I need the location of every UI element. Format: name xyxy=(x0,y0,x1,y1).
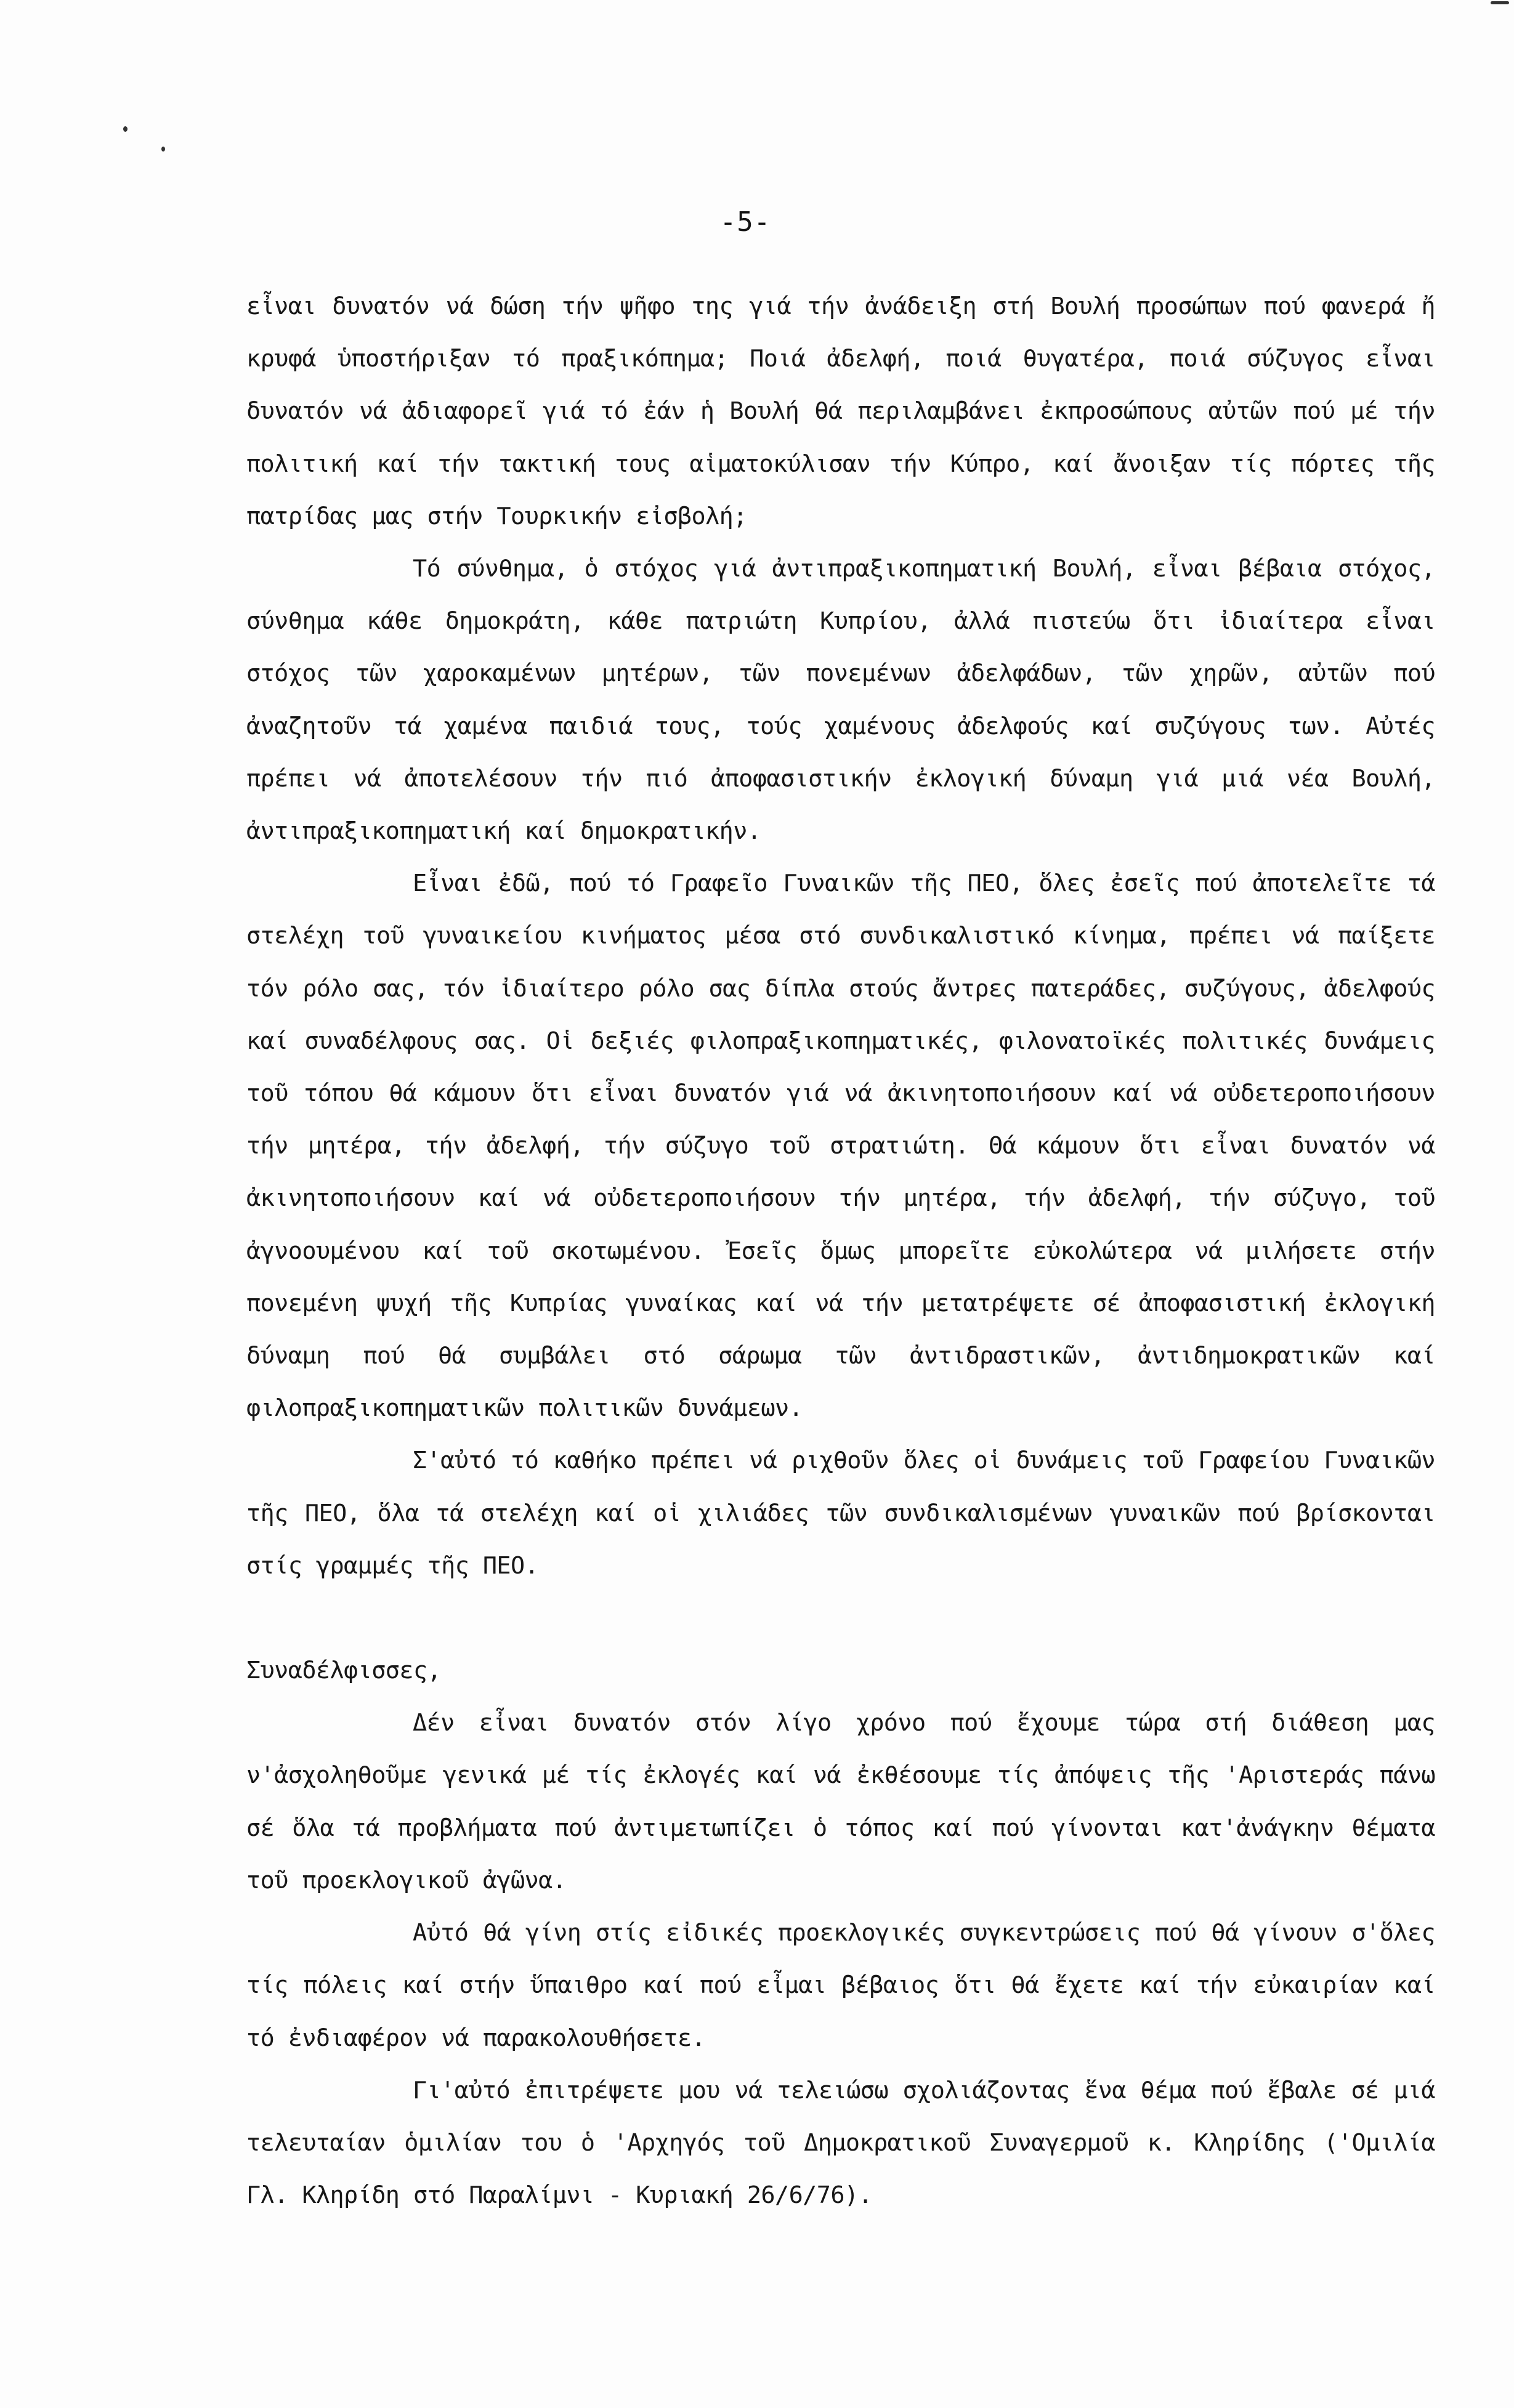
scan-speck xyxy=(123,126,128,132)
scan-speck xyxy=(161,147,165,152)
paragraph-7: Γι'αὐτό ἐπιτρέψετε μου νά τελειώσω σχολιάζοντας ἕνα θέμα πού ἔβαλε σέ μιά τελευταίαν ὁμιλίαν του ὁ 'Αρχηγός τοῦ Δημοκρατικοῦ Συναγερμοῦ κ. Κληρίδης ('Ομιλία Γλ. Κληρίδη στό Παραλίμνι - Κυριακή 26/6/76). xyxy=(246,2076,1435,2210)
scan-speck xyxy=(1491,1,1509,4)
document-body xyxy=(246,280,1435,2221)
page-number: -5- xyxy=(719,206,771,238)
paragraph-6: Αὐτό θά γίνη στίς εἰδικές προεκλογικές συγκεντρώσεις πού θά γίνουν σ'ὅλες τίς πόλεις καί στήν ὕπαιθρο καί πού εἶμαι βέβαιος ὅτι θά ἔχετε καί τήν εὐκαιρίαν καί τό ἐνδιαφέρον νά παρακολουθήσετε. xyxy=(246,1919,1435,2052)
paragraph-3: Εἶναι ἐδῶ, πού τό Γραφεῖο Γυναικῶν τῆς ΠΕΟ, ὅλες ἐσεῖς πού ἀποτελεῖτε τά στελέχη τοῦ γυναικείου κινήματος μέσα στό συνδικαλιστικό κίνημα, πρέπει νά παίξετε τόν ρόλο σας, τόν ἰδιαίτερο ρόλο σας δίπλα στούς ἄντρες πατεράδες, συζύγους, ἀδελφούς καί συναδέλφους σας. Οἱ δεξιές φιλοπραξικοπηματικές, φιλονατοϊκές πολιτικές δυνάμεις τοῦ τόπου θά κάμουν ὅτι εἶναι δυνατόν γιά νά ἀκινητοποιήσουν καί νά οὐδετεροποιήσουν τήν μητέρα, τήν ἀδελφή, τήν σύζυγο τοῦ στρατιώτη. Θά κάμουν ὅτι εἶναι δυνατόν νά ἀκινητοποιήσουν καί νά οὐδετεροποιήσουν τήν μητέρα, τήν ἀδελφή, τήν σύζυγο, τοῦ ἀγνοουμένου καί τοῦ σκοτωμένου. Ἐσεῖς ὅμως μπορεῖτε εὐκολώτερα νά μιλήσετε στήν πονεμένη ψυχή τῆς Κυπρίας γυναίκας καί νά τήν μετατρέψετε σέ ἀποφασιστική ἐκλογική δύναμη πού θά συμβάλει στό σάρωμα τῶν ἀντιδραστικῶν, ἀντιδημοκρατικῶν καί φιλοπραξικοπηματικῶν πολιτικῶν δυνάμεων. xyxy=(246,870,1435,1423)
paragraph-1: εἶναι δυνατόν νά δώση τήν ψῆφο της γιά τήν ἀνάδειξη στή Βουλή προσώπων πού φανερά ἤ κρυφά ὑποστήριξαν τό πραξικόπημα; Ποιά ἀδελφή, ποιά θυγατέρα, ποιά σύζυγος εἶναι δυνατόν νά ἀδιαφορεῖ γιά τό ἐάν ἡ Βουλή θά περιλαμβάνει ἐκπροσώπους αὐτῶν πού μέ τήν πολιτική καί τήν τακτική τους αἱματοκύλισαν τήν Κύπρο, καί ἄνοιξαν τίς πόρτες τῆς πατρίδας μας στήν Τουρκικήν εἰσβολή; xyxy=(246,293,1435,530)
paragraph-2: Τό σύνθημα, ὁ στόχος γιά ἀντιπραξικοπηματική Βουλή, εἶναι βέβαια στόχος, σύνθημα κάθε δημοκράτη, κάθε πατριώτη Κυπρίου, ἀλλά πιστεύω ὅτι ἰδιαίτερα εἶναι στόχος τῶν χαροκαμένων μητέρων, τῶν πονεμένων ἀδελφάδων, τῶν χηρῶν, αὐτῶν πού ἀναζητοῦν τά χαμένα παιδιά τους, τούς χαμένους ἀδελφούς καί συζύγους των. Αὐτές πρέπει νά ἀποτελέσουν τήν πιό ἀποφασιστικήν ἐκλογική δύναμη γιά μιά νέα Βουλή, ἀντιπραξικοπηματική καί δημοκρατικήν. xyxy=(246,555,1435,846)
paragraph-5: Δέν εἶναι δυνατόν στόν λίγο χρόνο πού ἔχουμε τώρα στή διάθεση μας ν'ἀσχοληθοῦμε γενικά μέ τίς ἐκλογές καί νά ἐκθέσουμε τίς ἀπόψεις τῆς 'Αριστεράς πάνω σέ ὅλα τά προβλήματα πού ἀντιμετωπίζει ὁ τόπος καί πού γίνονται κατ'ἀνάγκην θέματα τοῦ προεκλογικοῦ ἀγῶνα. xyxy=(246,1709,1435,1894)
salutation: Συναδέλφισσες, xyxy=(246,1657,442,1685)
paragraph-4: Σ'αὐτό τό καθήκο πρέπει νά ριχθοῦν ὅλες οἱ δυνάμεις τοῦ Γραφείου Γυναικῶν τῆς ΠΕΟ, ὅλα τά στελέχη καί οἱ χιλιάδες τῶν συνδικαλισμένων γυναικῶν πού βρίσκονται στίς γραμμές τῆς ΠΕΟ. xyxy=(246,1447,1435,1580)
